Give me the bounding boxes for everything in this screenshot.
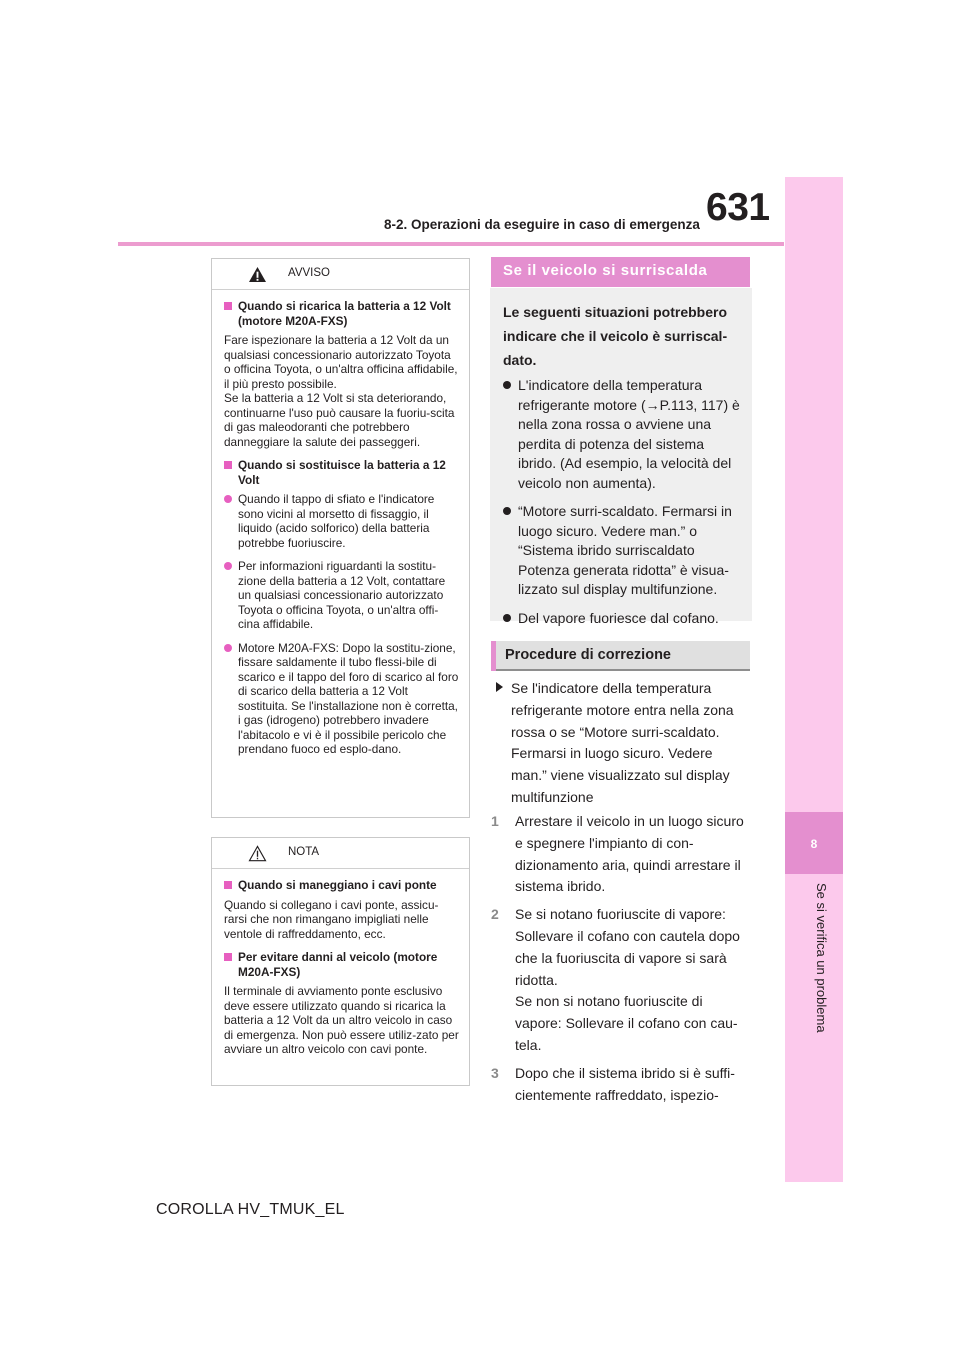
step-number: 1 bbox=[491, 813, 499, 829]
notice-paragraph: Quando si collegano i cavi ponte, assicu-rarsi che non rimangano impigliati nelle ventole di raffreddamento, ecc. bbox=[224, 897, 439, 941]
header-rule bbox=[118, 242, 784, 246]
list-item: L'indicatore della temperatura refrigerante motore (→P.113, 117) è nella zona rossa o avviene una perdita di potenza del sistema ibrido. (Ad esempio, la velocità del veicolo non aumenta). bbox=[502, 376, 742, 493]
warning-box-header bbox=[212, 259, 469, 290]
notice-box-body bbox=[224, 870, 459, 1057]
warning-paragraph: Se la batteria a 12 Volt si sta deteriorando, continuarne l'uso può causare la fuoriu-scita di gas maleodoranti che potrebbero danneggiare la salute dei passeggeri. bbox=[224, 391, 455, 449]
overheat-intro: Le seguenti situazioni potrebbero indicare che il veicolo è surriscal-dato. bbox=[503, 304, 728, 368]
chapter-label: Se si verifica un problema bbox=[814, 883, 829, 1033]
section-title: 8-2. Operazioni da eseguire in caso di emergenza bbox=[384, 217, 700, 232]
warning-list-item: Quando il tappo di sfiato e l'indicatore sono vicini al morsetto di fissaggio, il liquido (acido solforico) della batteria potrebbe fuoriuscire. bbox=[224, 492, 459, 550]
notice-paragraph: Il terminale di avviamento ponte esclusivo deve essere utilizzato quando si ricarica la batteria a 12 Volt da un altro veicolo in caso di emergenza. Non può essere utiliz-zato per avviare un altro veicolo con cavi ponte. bbox=[224, 984, 459, 1056]
overheat-symptom-list bbox=[502, 376, 742, 637]
notice-heading-jumper-cables: Quando si maneggiano i cavi ponte bbox=[224, 878, 459, 893]
warning-paragraph: Fare ispezionare la batteria a 12 Volt da un qualsiasi concessionario autorizzato Toyota o officina Toyota, o un'altra officina affidabile, il più presto possibile. bbox=[224, 333, 458, 391]
notice-heading-vehicle-damage: Per evitare danni al veicolo (motore M20A-FXS) bbox=[224, 950, 459, 979]
warning-list-item: Per informazioni riguardanti la sostitu-zione della batteria a 12 Volt, contattare un qualsiasi concessionario autorizzato Toyota o officina Toyota, o un'altra offi-cina affidabile. bbox=[224, 559, 459, 632]
list-item: Del vapore fuoriesce dal cofano. bbox=[502, 609, 742, 629]
notice-box-header bbox=[212, 838, 469, 869]
chapter-tab bbox=[785, 812, 843, 874]
list-item: “Motore surri-scaldato. Fermarsi in luogo sicuro. Vedere man.” o “Sistema ibrido surriscaldato Potenza generata ridotta” è visua-lizzato sul display multifunzione. bbox=[502, 502, 742, 600]
warning-heading-charging: Quando si ricarica la batteria a 12 Volt (motore M20A-FXS) bbox=[224, 299, 459, 328]
procedure-step-1 bbox=[491, 811, 750, 898]
procedure-heading bbox=[491, 641, 750, 671]
procedure-condition bbox=[496, 678, 746, 809]
overheat-banner bbox=[491, 257, 750, 287]
procedure-steps bbox=[491, 811, 750, 1112]
warning-triangle-icon bbox=[248, 266, 267, 283]
overheat-banner-title: Se il veicolo si surriscalda bbox=[503, 262, 708, 279]
warning-box-title: AVVISO bbox=[288, 267, 330, 279]
warning-list-item: Motore M20A-FXS: Dopo la sostitu-zione, fissare saldamente il tubo flessi-bile di scarico e il tappo del foro di scarico al foro di scarico della batteria a 12 Volt sostituita. Se l'installazione non è corretta, i gas (idrogeno) potrebbero invadere l'abitacolo e vi è il possibile pericolo che prendano fuoco ed esplo-dano. bbox=[224, 641, 459, 757]
procedure-heading-title: Procedure di correzione bbox=[505, 647, 671, 663]
step-number: 3 bbox=[491, 1064, 499, 1081]
step-text: Dopo che il sistema ibrido si è suffi-cientemente raffreddato, ispezio- bbox=[515, 1064, 735, 1103]
procedure-step-3 bbox=[491, 1063, 750, 1107]
step-text-secondary: Se non si notano fuoriuscite di vapore: Sollevare il cofano con cau-tela. bbox=[515, 993, 738, 1053]
procedure-heading-accent bbox=[491, 641, 496, 671]
warning-box bbox=[211, 258, 470, 818]
page-number: 631 bbox=[706, 186, 770, 229]
caution-triangle-icon bbox=[248, 845, 267, 862]
arrow-right-icon bbox=[496, 682, 503, 692]
document-code: COROLLA HV_TMUK_EL bbox=[156, 1201, 345, 1218]
warning-heading-replacing: Quando si sostituisce la batteria a 12 Volt bbox=[224, 458, 459, 487]
step-number: 2 bbox=[491, 906, 499, 923]
chapter-number: 8 bbox=[810, 837, 818, 851]
warning-box-body bbox=[224, 291, 459, 757]
step-text: Se si notano fuoriuscite di vapore: Sollevare il cofano con cautela dopo che la fuoriuscita di vapore si sarà ridotta. bbox=[515, 906, 740, 988]
overheat-symptoms-box bbox=[490, 288, 752, 626]
notice-box-title: NOTA bbox=[288, 846, 320, 858]
step-text: Arrestare il veicolo in un luogo sicuro e spegnere l'impianto di con-dizionamento aria, quindi arrestare il sistema ibrido. bbox=[515, 813, 744, 895]
procedure-condition-text: Se l'indicatore della temperatura refrigerante motore entra nella zona rossa o se “Motore surri-scaldato. Fermarsi in luogo sicuro. Vedere man.” viene visualizzato sul display multifunzione bbox=[511, 680, 734, 805]
procedure-step-2 bbox=[491, 904, 750, 1057]
notice-box bbox=[211, 837, 470, 1086]
